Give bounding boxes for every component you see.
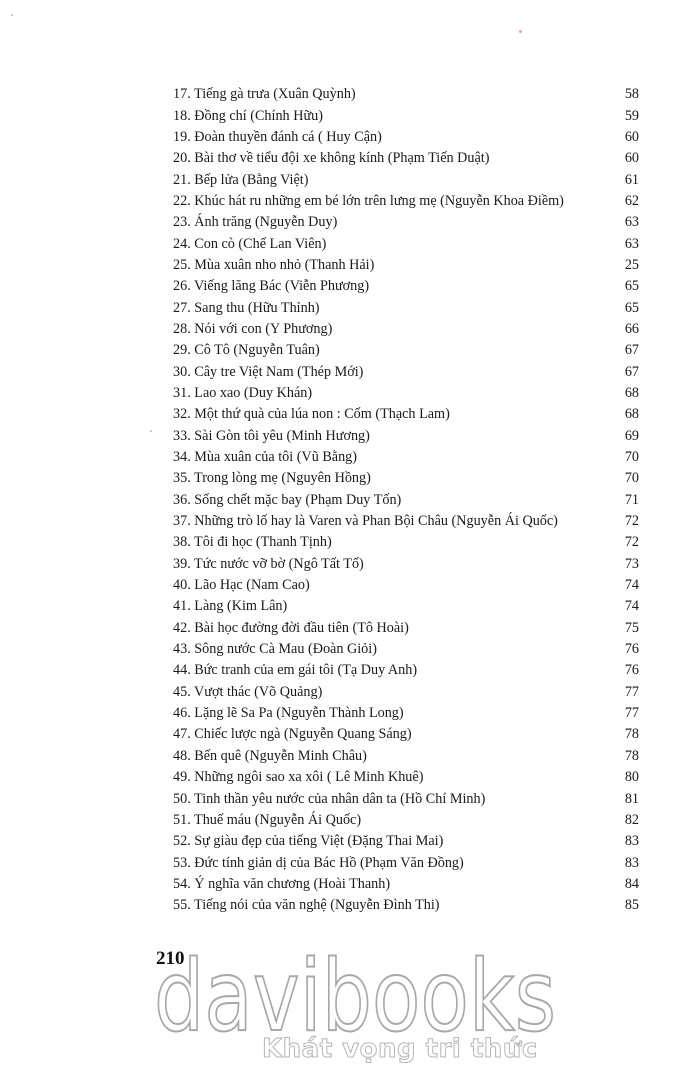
toc-entry-title: 51. Thuế máu (Nguyễn Ái Quốc)	[173, 811, 362, 828]
toc-entry-title: 25. Mùa xuân nho nhỏ (Thanh Hải)	[173, 256, 375, 273]
toc-entry-page: 83	[624, 854, 639, 871]
toc-entry-page: 77	[624, 683, 639, 700]
toc-row	[173, 767, 639, 788]
toc-row	[173, 105, 639, 126]
toc-entry-title: 37. Những trò lố hay là Varen và Phan Bội Châu (Nguyễn Ái Quốc)	[173, 513, 558, 530]
toc-entry-title: 53. Đức tính giản dị của Bác Hồ (Phạm Văn Đồng)	[173, 854, 464, 871]
toc-row	[173, 575, 639, 596]
toc-entry-title: 24. Con cò (Chế Lan Viên)	[173, 235, 327, 252]
toc-entry-title: 42. Bài học đường đời đầu tiên (Tô Hoài)	[173, 619, 409, 636]
toc-entry-page: 67	[624, 363, 639, 380]
toc-row	[173, 404, 639, 425]
toc-row	[173, 426, 639, 447]
toc-entry-title: 33. Sài Gòn tôi yêu (Minh Hương)	[173, 427, 370, 444]
toc-entry-page: 58	[624, 86, 639, 103]
toc-row	[173, 297, 639, 318]
toc-entry-page: 71	[624, 491, 639, 508]
toc-entry-page: 81	[624, 790, 639, 807]
toc-entry-title: 32. Một thứ quà của lúa non : Cốm (Thạch Lam)	[173, 406, 450, 423]
toc-entry-page: 65	[624, 299, 639, 316]
toc-entry-title: 17. Tiếng gà trưa (Xuân Quỳnh)	[173, 86, 356, 103]
toc-row	[173, 852, 639, 873]
toc-entry-title: 28. Nói với con (Y Phương)	[173, 320, 333, 337]
toc-entry-page: 63	[624, 235, 639, 252]
toc-entry-page: 66	[624, 320, 639, 337]
toc-row	[173, 874, 639, 895]
toc-row	[173, 554, 639, 575]
toc-entry-page: 76	[624, 662, 639, 679]
toc-entry-title: 45. Vượt thác (Võ Quảng)	[173, 683, 323, 700]
toc-entry-page: 85	[624, 897, 639, 914]
toc-entry-title: 23. Ánh trăng (Nguyễn Duy)	[173, 214, 338, 231]
toc-entry-page: 70	[624, 449, 639, 466]
toc-entry-page: 68	[624, 384, 639, 401]
toc-entry-title: 35. Trong lòng mẹ (Nguyên Hồng)	[173, 470, 371, 487]
watermark-tagline: Khát vọng tri thức	[262, 1034, 538, 1064]
toc-entry-title: 27. Sang thu (Hữu Thỉnh)	[173, 299, 320, 316]
toc-row	[173, 148, 639, 169]
toc-entry-title: 38. Tôi đi học (Thanh Tịnh)	[173, 534, 332, 551]
toc-entry-page: 72	[624, 534, 639, 551]
toc-entry-title: 29. Cô Tô (Nguyễn Tuân)	[173, 342, 320, 359]
toc-entry-title: 44. Bức tranh của em gái tôi (Tạ Duy Anh)	[173, 662, 418, 679]
toc-row	[173, 746, 639, 767]
toc-entry-page: 70	[624, 470, 639, 487]
toc-entry-title: 52. Sự giàu đẹp của tiếng Việt (Đặng Thai Mai)	[173, 833, 444, 850]
toc-entry-page: 59	[624, 107, 639, 124]
toc-entry-page: 83	[624, 833, 639, 850]
toc-entry-title: 49. Những ngôi sao xa xôi ( Lê Minh Khuê)	[173, 769, 424, 786]
toc-entry-title: 43. Sông nước Cà Mau (Đoàn Giỏi)	[173, 641, 377, 658]
toc-entry-title: 26. Viếng lăng Bác (Viễn Phương)	[173, 278, 370, 295]
toc-entry-page: 74	[624, 598, 639, 615]
toc-entry-title: 31. Lao xao (Duy Khán)	[173, 384, 313, 401]
toc-row	[173, 191, 639, 212]
toc-entry-title: 47. Chiếc lược ngà (Nguyễn Quang Sáng)	[173, 726, 412, 743]
toc-entry-page: 73	[624, 555, 639, 572]
toc-entry-page: 82	[624, 811, 639, 828]
table-of-contents	[173, 84, 639, 916]
toc-entry-title: 46. Lặng lẽ Sa Pa (Nguyễn Thành Long)	[173, 705, 404, 722]
toc-entry-page: 80	[624, 769, 639, 786]
toc-entry-title: 39. Tức nước vỡ bờ (Ngô Tất Tố)	[173, 555, 364, 572]
toc-row	[173, 361, 639, 382]
toc-entry-page: 60	[624, 150, 639, 167]
toc-entry-title: 41. Làng (Kim Lân)	[173, 598, 288, 615]
toc-entry-page: 67	[624, 342, 639, 359]
toc-row	[173, 490, 639, 511]
watermark-logo	[150, 940, 560, 1045]
toc-row	[173, 127, 639, 148]
toc-entry-page: 65	[624, 278, 639, 295]
toc-row	[173, 596, 639, 617]
toc-entry-page: 84	[624, 875, 639, 892]
toc-entry-title: 22. Khúc hát ru những em bé lớn trên lưng mẹ (Nguyễn Khoa Điềm)	[173, 192, 564, 209]
toc-row	[173, 724, 639, 745]
toc-entry-title: 21. Bếp lửa (Bằng Việt)	[173, 171, 309, 188]
toc-row	[173, 255, 639, 276]
toc-row	[173, 532, 639, 553]
toc-row	[173, 233, 639, 254]
toc-row	[173, 212, 639, 233]
toc-row	[173, 319, 639, 340]
toc-entry-title: 19. Đoàn thuyền đánh cá ( Huy Cận)	[173, 128, 382, 145]
toc-entry-page: 77	[624, 705, 639, 722]
toc-row	[173, 169, 639, 190]
toc-entry-page: 68	[624, 406, 639, 423]
toc-entry-title: 34. Mùa xuân của tôi (Vũ Bằng)	[173, 449, 358, 466]
toc-row	[173, 84, 639, 105]
toc-row	[173, 639, 639, 660]
toc-entry-title: 18. Đồng chí (Chính Hữu)	[173, 107, 323, 124]
toc-row	[173, 276, 639, 297]
toc-row	[173, 660, 639, 681]
toc-entry-page: 78	[624, 747, 639, 764]
scan-speck	[11, 14, 13, 16]
toc-entry-page: 25	[624, 256, 639, 273]
toc-entry-page: 74	[624, 577, 639, 594]
toc-entry-title: 48. Bến quê (Nguyễn Minh Châu)	[173, 747, 367, 764]
watermark-brand: davibooks	[154, 940, 556, 1045]
toc-entry-title: 54. Ý nghĩa văn chương (Hoài Thanh)	[173, 875, 391, 892]
toc-entry-page: 61	[624, 171, 639, 188]
toc-entry-title: 20. Bài thơ về tiểu đội xe không kính (Phạm Tiến Duật)	[173, 150, 490, 167]
toc-entry-page: 72	[624, 513, 639, 530]
toc-row	[173, 447, 639, 468]
page-number: 210	[156, 948, 185, 969]
toc-row	[173, 340, 639, 361]
toc-entry-page: 62	[624, 192, 639, 209]
toc-row	[173, 682, 639, 703]
toc-row	[173, 831, 639, 852]
toc-row	[173, 810, 639, 831]
toc-row	[173, 618, 639, 639]
toc-entry-page: 75	[624, 619, 639, 636]
toc-row	[173, 703, 639, 724]
toc-row	[173, 383, 639, 404]
toc-entry-title: 36. Sống chết mặc bay (Phạm Duy Tốn)	[173, 491, 402, 508]
toc-row	[173, 895, 639, 916]
toc-entry-title: 40. Lão Hạc (Nam Cao)	[173, 577, 310, 594]
toc-entry-title: 50. Tinh thần yêu nước của nhân dân ta (Hồ Chí Minh)	[173, 790, 486, 807]
toc-entry-page: 78	[624, 726, 639, 743]
toc-entry-title: 30. Cây tre Việt Nam (Thép Mới)	[173, 363, 364, 380]
toc-entry-title: 55. Tiếng nói của văn nghệ (Nguyễn Đình Thi)	[173, 897, 440, 914]
scan-speck	[519, 30, 522, 33]
toc-row	[173, 788, 639, 809]
toc-entry-page: 69	[624, 427, 639, 444]
toc-entry-page: 60	[624, 128, 639, 145]
toc-row	[173, 468, 639, 489]
toc-entry-page: 76	[624, 641, 639, 658]
toc-row	[173, 511, 639, 532]
toc-entry-page: 63	[624, 214, 639, 231]
scan-speck	[150, 430, 152, 432]
